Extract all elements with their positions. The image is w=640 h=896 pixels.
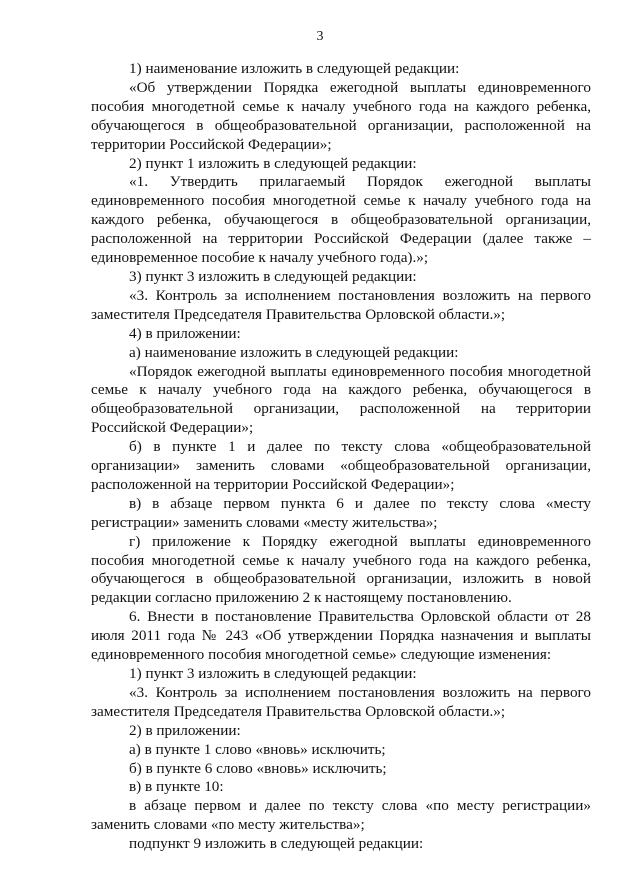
paragraph: «3. Контроль за исполнением постановления возложить на первого заместителя Председателя Правительства Орловской области.»; xyxy=(91,683,591,720)
paragraph: 4) в приложении: xyxy=(129,324,241,342)
paragraph: в) в абзаце первом пункта 6 и далее по тексту слова «месту регистрации» заменить словами «месту жительства»; xyxy=(91,494,591,531)
paragraph: 6. Внести в постановление Правительства Орловской области от 28 июля 2011 года № 243 «Об утверждении Порядка назначения и выплаты единовременного пособия многодетной семье» следующие изменения: xyxy=(91,608,591,664)
paragraph: 1) пункт 3 изложить в следующей редакции: xyxy=(129,665,417,682)
document-body xyxy=(91,60,591,854)
paragraph: 3) пункт 3 изложить в следующей редакции: xyxy=(129,267,417,285)
paragraph: 2) пункт 1 изложить в следующей редакции: xyxy=(129,154,417,172)
paragraph: б) в пункте 6 слово «вновь» исключить; xyxy=(129,759,387,777)
paragraph: б) в пункте 1 и далее по тексту слова «общеобразовательной организации» заменить словами «общеобразовательной организации, расположенной на территории Российской Федерации»; xyxy=(91,438,591,493)
paragraph: подпункт 9 изложить в следующей редакции: xyxy=(129,835,424,853)
paragraph: «1. Утвердить прилагаемый Порядок ежегодной выплаты единовременного пособия многодетной семье к началу учебного года на каждого ребенка, обучающегося в общеобразовательной организации, расположенной на территории Российской Федерации (далее также – единовременное пособие к началу учебного года).»; xyxy=(91,173,591,267)
paragraph: а) наименование изложить в следующей редакции: xyxy=(129,343,459,361)
paragraph: в) в пункте 10: xyxy=(129,778,224,796)
paragraph: 1) наименование изложить в следующей редакции: xyxy=(129,60,460,77)
paragraph: в абзаце первом и далее по тексту слова «по месту регистрации» заменить словами «по месту жительства»; xyxy=(91,797,591,834)
paragraph: а) в пункте 1 слово «вновь» исключить; xyxy=(129,740,386,758)
paragraph: «3. Контроль за исполнением постановления возложить на первого заместителя Председателя Правительства Орловской области.»; xyxy=(91,286,591,323)
paragraph: «Порядок ежегодной выплаты единовременного пособия многодетной семье к началу учебного года на каждого ребенка, обучающегося в общеобразовательной организации, расположенной на территории Российской Федерации»; xyxy=(91,362,591,437)
page-number: 3 xyxy=(316,29,324,44)
paragraph: «Об утверждении Порядка ежегодной выплаты единовременного пособия многодетной семье к началу учебного года на каждого ребенка, обучающегося в общеобразовательной организации, расположенной на территории Российской Федерации»; xyxy=(91,78,591,153)
paragraph: 2) в приложении: xyxy=(129,721,241,739)
paragraph: г) приложение к Порядку ежегодной выплаты единовременного пособия многодетной семье к началу учебного года на каждого ребенка, обучающегося в общеобразовательной организации, изложить в новой редакции согласно приложению 2 к настоящему постановлению. xyxy=(91,532,591,607)
